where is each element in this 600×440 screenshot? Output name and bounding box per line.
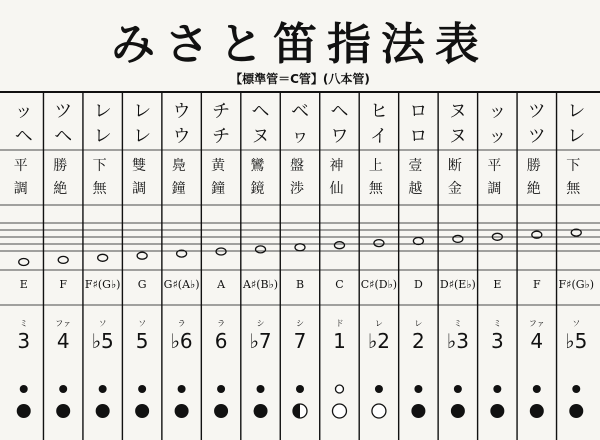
kanji-name-2: 調 xyxy=(487,181,502,197)
numbered-note: 4 xyxy=(530,329,544,353)
chart-title: みさと笛指法表 xyxy=(111,19,489,70)
hole-half-fill xyxy=(293,404,300,418)
kanji-name-1: 黄 xyxy=(211,158,226,174)
kanji-name-1: 鳧 xyxy=(171,158,186,174)
hole-closed xyxy=(254,404,268,418)
note-letter: G♯(A♭) xyxy=(163,278,200,291)
kana-mid: ヮ xyxy=(291,126,309,147)
note-letter: F♯(G♭) xyxy=(84,278,121,291)
numbered-note: ♭3 xyxy=(446,329,469,353)
kana-mid: チ xyxy=(212,126,231,147)
staff-note xyxy=(453,235,463,242)
kana-top: ヒ xyxy=(369,101,388,122)
hole-closed xyxy=(296,385,304,393)
staff-note xyxy=(216,248,226,255)
solfege-label: レ xyxy=(414,319,423,328)
note-letter: D xyxy=(413,278,423,291)
solfege-label: ミ xyxy=(19,319,28,328)
kanji-name-1: 勝 xyxy=(53,158,68,174)
kanji-name-1: 勝 xyxy=(526,158,541,174)
kanji-name-2: 絶 xyxy=(526,181,541,197)
numbered-note: 4 xyxy=(56,329,70,353)
kanji-name-2: 無 xyxy=(92,181,107,197)
numbered-note: ♭7 xyxy=(249,329,272,353)
hole-closed xyxy=(178,385,186,393)
kana-mid: ツ xyxy=(527,126,546,147)
note-letter: E xyxy=(493,278,502,291)
solfege-label: シ xyxy=(256,319,265,328)
kana-top: レ xyxy=(93,101,112,122)
hole-closed xyxy=(17,404,31,418)
hole-closed xyxy=(414,385,422,393)
kanji-name-1: 平 xyxy=(13,158,28,174)
kana-top: ツ xyxy=(527,101,546,122)
hole-open xyxy=(332,404,346,418)
kanji-name-2: 金 xyxy=(447,181,462,197)
kanji-name-1: 壹 xyxy=(408,158,423,174)
note-letter: B xyxy=(295,278,305,291)
hole-closed xyxy=(490,404,504,418)
kana-top: ベ xyxy=(291,101,309,122)
solfege-label: ソ xyxy=(138,319,147,328)
numbered-note: 2 xyxy=(412,329,425,353)
numbered-note: 5 xyxy=(135,329,149,353)
kanji-name-2: 渉 xyxy=(290,181,304,197)
kana-mid: レ xyxy=(93,126,112,147)
numbered-note: 3 xyxy=(17,329,31,353)
hole-closed xyxy=(135,404,149,418)
solfege-label: ファ xyxy=(528,319,545,328)
chart-subtitle: 【標準管＝C管】(八本管) xyxy=(230,72,370,86)
kanji-name-1: 平 xyxy=(487,158,502,174)
hole-closed xyxy=(138,385,146,393)
kana-top: ヘ xyxy=(251,101,270,122)
kana-mid: ロ xyxy=(409,126,428,147)
kanji-name-2: 調 xyxy=(13,181,28,197)
solfege-label: ミ xyxy=(493,319,502,328)
kanji-name-2: 絶 xyxy=(53,181,68,197)
kana-mid: レ xyxy=(567,126,586,147)
staff-note xyxy=(413,238,423,245)
staff-note xyxy=(19,259,29,266)
kanji-name-2: 越 xyxy=(408,181,423,197)
solfege-label: ド xyxy=(335,319,344,328)
solfege-label: シ xyxy=(296,319,304,328)
numbered-note: ♭2 xyxy=(367,329,391,353)
note-letter: F xyxy=(532,278,541,291)
note-letter: C xyxy=(335,278,344,291)
kanji-name-1: 下 xyxy=(92,158,107,174)
kanji-name-2: 無 xyxy=(368,181,383,197)
note-letter: E xyxy=(19,278,28,291)
hole-closed xyxy=(533,385,541,393)
kana-top: ロ xyxy=(409,101,428,122)
staff-note xyxy=(374,240,384,247)
kana-mid: ウ xyxy=(172,126,191,147)
solfege-label: ソ xyxy=(98,319,107,328)
hole-closed xyxy=(59,385,67,393)
note-letter: G xyxy=(137,278,147,291)
staff-note xyxy=(295,244,305,251)
solfege-label: ラ xyxy=(177,319,186,328)
kana-mid: ヌ xyxy=(448,126,467,147)
note-letter: F xyxy=(59,278,68,291)
numbered-note: ♭5 xyxy=(91,329,114,353)
kanji-name-2: 鐘 xyxy=(211,181,226,197)
solfege-label: ラ xyxy=(217,319,226,328)
kana-mid: イ xyxy=(369,126,388,147)
kana-mid: レ xyxy=(133,126,152,147)
hole-closed xyxy=(454,385,462,393)
numbered-note: 1 xyxy=(333,329,346,353)
kanji-name-2: 無 xyxy=(566,181,581,197)
kanji-name-2: 調 xyxy=(132,181,147,197)
kanji-name-2: 仙 xyxy=(329,181,344,197)
hole-open xyxy=(372,404,386,418)
kanji-name-1: 雙 xyxy=(132,158,147,174)
hole-closed xyxy=(493,385,501,393)
kanji-name-2: 鐘 xyxy=(171,181,186,197)
kana-top: ヘ xyxy=(330,101,349,122)
kana-top: ツ xyxy=(54,101,73,122)
hole-closed xyxy=(214,404,228,418)
kana-top: レ xyxy=(567,101,586,122)
solfege-label: ソ xyxy=(572,319,581,328)
staff-note xyxy=(98,254,108,261)
staff-note xyxy=(58,256,68,263)
kanji-name-1: 盤 xyxy=(290,158,304,174)
staff-note xyxy=(334,242,344,249)
hole-closed xyxy=(569,404,583,418)
hole-closed xyxy=(257,385,265,393)
kana-mid: ッ xyxy=(488,126,507,147)
numbered-note: 3 xyxy=(490,329,504,353)
kana-top: レ xyxy=(133,101,152,122)
hole-closed xyxy=(375,385,383,393)
kanji-name-1: 下 xyxy=(566,158,581,174)
kanji-name-1: 神 xyxy=(329,158,344,174)
kanji-name-1: 鸞 xyxy=(250,158,265,174)
hole-closed xyxy=(20,385,28,393)
note-letter: D♯(E♭) xyxy=(439,278,476,291)
hole-closed xyxy=(530,404,544,418)
kana-top: ヌ xyxy=(448,101,467,122)
kana-top: ウ xyxy=(172,101,191,122)
solfege-label: レ xyxy=(374,319,383,328)
hole-closed xyxy=(572,385,580,393)
kana-mid: ヘ xyxy=(14,126,33,147)
hole-closed xyxy=(217,385,225,393)
kanji-name-1: 断 xyxy=(447,158,462,174)
note-letter: F♯(G♭) xyxy=(558,278,595,291)
staff-note xyxy=(256,246,266,253)
hole-closed xyxy=(99,385,107,393)
hole-closed xyxy=(96,404,110,418)
kanji-name-1: 上 xyxy=(368,158,383,174)
hole-closed xyxy=(411,404,425,418)
kana-mid: ヌ xyxy=(251,126,270,147)
numbered-note: 6 xyxy=(214,329,228,353)
kana-mid: ヘ xyxy=(54,126,73,147)
numbered-note: 7 xyxy=(293,329,307,353)
hole-closed xyxy=(56,404,70,418)
kana-mid: ワ xyxy=(330,126,349,147)
kana-top: ッ xyxy=(488,101,507,122)
solfege-label: ミ xyxy=(453,319,462,328)
note-letter: C♯(D♭) xyxy=(360,278,398,291)
kana-top: ッ xyxy=(14,101,33,122)
staff-note xyxy=(137,252,147,259)
solfege-label: ファ xyxy=(55,319,72,328)
kanji-name-2: 鏡 xyxy=(250,181,265,197)
note-letter: A♯(B♭) xyxy=(242,278,279,291)
hole-open xyxy=(335,385,343,393)
numbered-note: ♭5 xyxy=(565,329,588,353)
hole-closed xyxy=(451,404,465,418)
hole-closed xyxy=(175,404,189,418)
note-letter: A xyxy=(217,278,226,291)
kana-top: チ xyxy=(212,101,231,122)
numbered-note: ♭6 xyxy=(170,329,193,353)
